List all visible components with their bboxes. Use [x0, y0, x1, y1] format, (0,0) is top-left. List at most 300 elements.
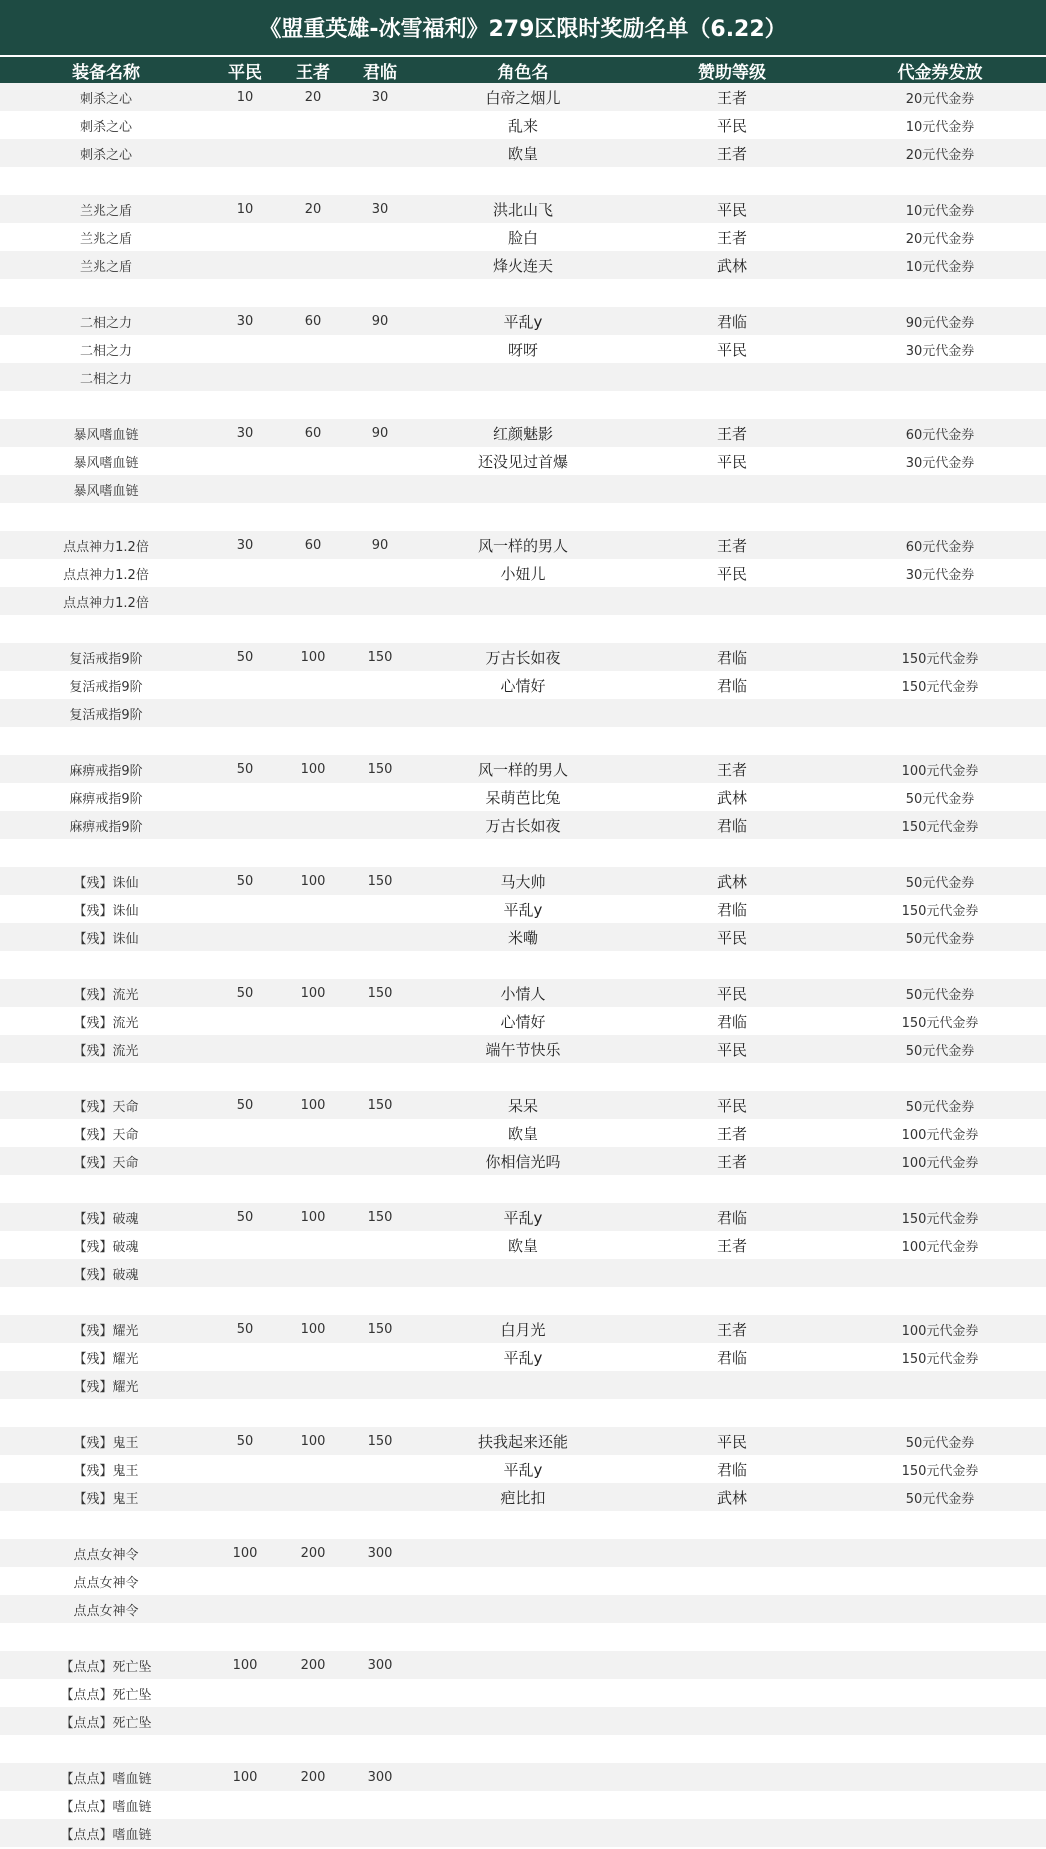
voucher-cell [830, 1763, 1046, 1791]
voucher-cell: 10元代金券 [905, 119, 975, 135]
character-name-cell: 风一样的男人 [477, 536, 568, 555]
equipment-cell [0, 615, 212, 643]
character-name-cell [412, 1679, 634, 1707]
sponsor-level-cell: 王者 [716, 1320, 747, 1339]
character-name-cell [412, 1539, 634, 1567]
king-price-cell [278, 139, 348, 167]
king-price-cell: 100 [300, 1209, 326, 1225]
table-row [0, 531, 1046, 559]
monarch-price-cell: 30 [371, 201, 389, 217]
table-row [0, 279, 1046, 307]
king-price-cell [278, 1623, 348, 1651]
voucher-cell [830, 1623, 1046, 1651]
table-row [0, 1455, 1046, 1483]
voucher-cell [830, 1595, 1046, 1623]
king-price-cell [278, 1231, 348, 1259]
monarch-price-cell [348, 1147, 412, 1175]
table-row [0, 1539, 1046, 1567]
table-row [0, 447, 1046, 475]
voucher-cell [830, 615, 1046, 643]
sponsor-level-cell [634, 1399, 830, 1427]
character-name-cell [412, 1735, 634, 1763]
king-price-cell [278, 1007, 348, 1035]
equipment-cell [0, 1175, 212, 1203]
equipment-cell: 二相之力 [79, 343, 132, 359]
sponsor-level-cell [634, 699, 830, 727]
civilian-price-cell [212, 167, 278, 195]
monarch-price-cell [348, 1567, 412, 1595]
monarch-price-cell: 300 [367, 1545, 393, 1561]
sponsor-level-cell: 平民 [716, 928, 747, 947]
voucher-cell: 10元代金券 [905, 259, 975, 275]
civilian-price-cell [212, 1063, 278, 1091]
monarch-price-cell [348, 1259, 412, 1287]
sponsor-level-cell: 王者 [716, 228, 747, 247]
monarch-price-cell: 150 [367, 761, 393, 777]
voucher-cell: 60元代金券 [905, 539, 975, 555]
king-price-cell: 60 [304, 425, 322, 441]
civilian-price-cell: 50 [236, 1097, 254, 1113]
table-row [0, 1707, 1046, 1735]
equipment-cell: 【残】天命 [73, 1127, 139, 1143]
table-row [0, 1679, 1046, 1707]
equipment-cell: 【残】耀光 [73, 1351, 139, 1367]
character-name-cell: 风一样的男人 [477, 760, 568, 779]
king-price-cell [278, 335, 348, 363]
equipment-cell: 刺杀之心 [79, 119, 132, 135]
king-price-cell [278, 1287, 348, 1315]
king-price-cell [278, 671, 348, 699]
civilian-price-cell [212, 111, 278, 139]
sponsor-level-cell [634, 391, 830, 419]
civilian-price-cell: 50 [236, 873, 254, 889]
civilian-price-cell [212, 1819, 278, 1847]
equipment-cell: 【点点】死亡坠 [60, 1659, 152, 1675]
sponsor-level-cell [634, 1567, 830, 1595]
monarch-price-cell [348, 1063, 412, 1091]
king-price-cell [278, 1343, 348, 1371]
monarch-price-cell [348, 923, 412, 951]
king-price-cell: 200 [300, 1769, 326, 1785]
character-name-cell: 白帝之烟儿 [485, 88, 561, 107]
character-name-cell: 心情好 [500, 676, 546, 695]
monarch-price-cell: 150 [367, 873, 393, 889]
king-price-cell [278, 391, 348, 419]
table-row [0, 1791, 1046, 1819]
monarch-price-cell [348, 1231, 412, 1259]
monarch-price-cell [348, 839, 412, 867]
equipment-cell: 麻痹戒指9阶 [69, 819, 143, 835]
king-price-cell [278, 951, 348, 979]
voucher-cell [830, 1735, 1046, 1763]
table-row [0, 1623, 1046, 1651]
monarch-price-cell [348, 1287, 412, 1315]
equipment-cell: 点点女神令 [73, 1575, 139, 1591]
king-price-cell: 100 [300, 1097, 326, 1113]
king-price-cell [278, 923, 348, 951]
sponsor-level-cell [634, 1063, 830, 1091]
civilian-price-cell [212, 335, 278, 363]
character-name-cell: 马大帅 [500, 872, 546, 891]
voucher-cell: 20元代金券 [905, 91, 975, 107]
monarch-price-cell [348, 1735, 412, 1763]
character-name-cell: 欧皇 [507, 144, 538, 163]
civilian-price-cell: 50 [236, 1209, 254, 1225]
monarch-price-cell [348, 727, 412, 755]
equipment-cell: 【残】鬼王 [73, 1435, 139, 1451]
equipment-cell: 二相之力 [79, 315, 132, 331]
character-name-cell [412, 1707, 634, 1735]
equipment-cell: 【残】鬼王 [73, 1463, 139, 1479]
sponsor-level-cell [634, 1623, 830, 1651]
character-name-cell: 你相信光吗 [485, 1152, 561, 1171]
sponsor-level-cell [634, 1707, 830, 1735]
sponsor-level-cell: 平民 [716, 1096, 747, 1115]
monarch-price-cell [348, 951, 412, 979]
character-name-cell: 洪北山飞 [492, 200, 553, 219]
monarch-price-cell: 150 [367, 649, 393, 665]
sponsor-level-cell: 平民 [716, 1040, 747, 1059]
civilian-price-cell [212, 671, 278, 699]
voucher-cell [830, 1791, 1046, 1819]
equipment-cell [0, 1511, 212, 1539]
character-name-cell [412, 1399, 634, 1427]
equipment-cell: 刺杀之心 [79, 147, 132, 163]
civilian-price-cell: 100 [232, 1545, 258, 1561]
header-character: 角色名 [497, 62, 549, 83]
table-row [0, 839, 1046, 867]
table-row [0, 1735, 1046, 1763]
sponsor-level-cell [634, 167, 830, 195]
table-row [0, 111, 1046, 139]
character-name-cell: 小妞儿 [500, 564, 546, 583]
civilian-price-cell [212, 559, 278, 587]
sponsor-level-cell [634, 1819, 830, 1847]
sponsor-level-cell: 武林 [716, 872, 747, 891]
voucher-cell [830, 475, 1046, 503]
table-row [0, 195, 1046, 223]
civilian-price-cell [212, 1035, 278, 1063]
table-header [0, 57, 1046, 83]
character-name-cell: 米嘞 [507, 928, 538, 947]
equipment-cell: 暴风嗜血链 [73, 427, 139, 443]
equipment-cell: 【残】流光 [73, 1015, 139, 1031]
table-row [0, 1595, 1046, 1623]
king-price-cell: 60 [304, 313, 322, 329]
monarch-price-cell [348, 1343, 412, 1371]
table-row [0, 419, 1046, 447]
character-name-cell: 端午节快乐 [485, 1040, 561, 1059]
king-price-cell [278, 811, 348, 839]
table-row [0, 1315, 1046, 1343]
voucher-cell: 100元代金券 [901, 1155, 979, 1171]
monarch-price-cell [348, 1483, 412, 1511]
monarch-price-cell: 90 [371, 313, 389, 329]
sponsor-level-cell [634, 951, 830, 979]
character-name-cell [412, 699, 634, 727]
sponsor-level-cell [634, 475, 830, 503]
voucher-cell: 150元代金券 [901, 1463, 979, 1479]
table-row [0, 1231, 1046, 1259]
header-voucher: 代金券发放 [897, 62, 983, 83]
equipment-cell: 麻痹戒指9阶 [69, 791, 143, 807]
civilian-price-cell [212, 923, 278, 951]
monarch-price-cell [348, 1175, 412, 1203]
table-row [0, 867, 1046, 895]
king-price-cell [278, 1119, 348, 1147]
monarch-price-cell [348, 251, 412, 279]
character-name-cell [412, 615, 634, 643]
king-price-cell [278, 699, 348, 727]
equipment-cell: 兰兆之盾 [79, 203, 132, 219]
character-name-cell [412, 1511, 634, 1539]
header-civilian: 平民 [228, 62, 262, 83]
king-price-cell [278, 1483, 348, 1511]
monarch-price-cell [348, 587, 412, 615]
sponsor-level-cell [634, 1763, 830, 1791]
civilian-price-cell: 50 [236, 1321, 254, 1337]
civilian-price-cell [212, 1511, 278, 1539]
king-price-cell [278, 1175, 348, 1203]
character-name-cell [412, 167, 634, 195]
voucher-cell: 30元代金券 [905, 343, 975, 359]
character-name-cell: 平乱y [503, 1460, 543, 1479]
table-row [0, 167, 1046, 195]
voucher-cell [830, 1399, 1046, 1427]
monarch-price-cell [348, 1623, 412, 1651]
king-price-cell [278, 503, 348, 531]
civilian-price-cell [212, 1007, 278, 1035]
sponsor-level-cell: 君临 [716, 1348, 747, 1367]
character-name-cell: 白月光 [500, 1320, 546, 1339]
monarch-price-cell [348, 335, 412, 363]
header-king: 王者 [296, 62, 330, 83]
equipment-cell: 【残】耀光 [73, 1323, 139, 1339]
sponsor-level-cell [634, 1511, 830, 1539]
voucher-cell: 50元代金券 [905, 875, 975, 891]
king-price-cell [278, 223, 348, 251]
king-price-cell: 20 [304, 89, 322, 105]
equipment-cell: 点点神力1.2倍 [63, 595, 149, 611]
equipment-cell: 【残】流光 [73, 1043, 139, 1059]
sponsor-level-cell [634, 1595, 830, 1623]
civilian-price-cell [212, 223, 278, 251]
voucher-cell: 150元代金券 [901, 651, 979, 667]
table-row [0, 895, 1046, 923]
table-row [0, 755, 1046, 783]
voucher-cell: 20元代金券 [905, 231, 975, 247]
king-price-cell: 200 [300, 1657, 326, 1673]
character-name-cell [412, 1063, 634, 1091]
character-name-cell: 平乱y [503, 1208, 543, 1227]
civilian-price-cell [212, 1371, 278, 1399]
voucher-cell: 60元代金券 [905, 427, 975, 443]
character-name-cell [412, 503, 634, 531]
sponsor-level-cell: 君临 [716, 816, 747, 835]
equipment-cell: 复活戒指9阶 [69, 707, 143, 723]
character-name-cell: 平乱y [503, 1348, 543, 1367]
equipment-cell: 【残】耀光 [73, 1379, 139, 1395]
sponsor-level-cell: 王者 [716, 1124, 747, 1143]
character-name-cell: 红颜魅影 [492, 424, 553, 443]
civilian-price-cell: 50 [236, 761, 254, 777]
equipment-cell [0, 391, 212, 419]
character-name-cell [412, 1595, 634, 1623]
voucher-cell: 100元代金券 [901, 1323, 979, 1339]
table-row [0, 139, 1046, 167]
monarch-price-cell: 300 [367, 1657, 393, 1673]
voucher-cell [830, 1175, 1046, 1203]
civilian-price-cell [212, 1567, 278, 1595]
equipment-cell: 兰兆之盾 [79, 259, 132, 275]
table-row [0, 1287, 1046, 1315]
civilian-price-cell [212, 503, 278, 531]
character-name-cell [412, 1651, 634, 1679]
civilian-price-cell [212, 391, 278, 419]
civilian-price-cell [212, 783, 278, 811]
voucher-cell: 50元代金券 [905, 1491, 975, 1507]
table-row [0, 1063, 1046, 1091]
civilian-price-cell: 10 [236, 201, 254, 217]
sponsor-level-cell [634, 727, 830, 755]
sponsor-level-cell: 平民 [716, 452, 747, 471]
character-name-cell [412, 1175, 634, 1203]
equipment-cell: 【残】破魂 [73, 1211, 139, 1227]
sponsor-level-cell [634, 587, 830, 615]
sponsor-level-cell: 武林 [716, 1488, 747, 1507]
monarch-price-cell [348, 1511, 412, 1539]
voucher-cell [830, 1259, 1046, 1287]
character-name-cell [412, 1623, 634, 1651]
king-price-cell [278, 251, 348, 279]
monarch-price-cell [348, 447, 412, 475]
table-row [0, 671, 1046, 699]
sponsor-level-cell: 王者 [716, 144, 747, 163]
sponsor-level-cell [634, 839, 830, 867]
monarch-price-cell [348, 503, 412, 531]
civilian-price-cell: 100 [232, 1657, 258, 1673]
monarch-price-cell [348, 279, 412, 307]
monarch-price-cell [348, 167, 412, 195]
civilian-price-cell [212, 1259, 278, 1287]
voucher-cell: 150元代金券 [901, 819, 979, 835]
table-row [0, 1399, 1046, 1427]
voucher-cell [830, 279, 1046, 307]
sponsor-level-cell: 平民 [716, 116, 747, 135]
sponsor-level-cell [634, 615, 830, 643]
king-price-cell [278, 727, 348, 755]
king-price-cell: 100 [300, 761, 326, 777]
table-row [0, 643, 1046, 671]
table-row [0, 727, 1046, 755]
monarch-price-cell [348, 615, 412, 643]
civilian-price-cell [212, 1679, 278, 1707]
monarch-price-cell: 30 [371, 89, 389, 105]
king-price-cell [278, 1371, 348, 1399]
king-price-cell [278, 1819, 348, 1847]
king-price-cell [278, 1063, 348, 1091]
table-row [0, 1147, 1046, 1175]
king-price-cell [278, 1147, 348, 1175]
civilian-price-cell [212, 1623, 278, 1651]
monarch-price-cell [348, 363, 412, 391]
civilian-price-cell [212, 363, 278, 391]
sponsor-level-cell: 君临 [716, 312, 747, 331]
table-row [0, 391, 1046, 419]
king-price-cell [278, 1567, 348, 1595]
character-name-cell: 万古长如夜 [485, 648, 561, 667]
equipment-cell: 点点女神令 [73, 1603, 139, 1619]
equipment-cell: 点点女神令 [73, 1547, 139, 1563]
character-name-cell [412, 1567, 634, 1595]
monarch-price-cell [348, 559, 412, 587]
equipment-cell: 复活戒指9阶 [69, 679, 143, 695]
sponsor-level-cell: 君临 [716, 1208, 747, 1227]
monarch-price-cell [348, 223, 412, 251]
table-row [0, 1175, 1046, 1203]
equipment-cell: 【残】诛仙 [73, 875, 139, 891]
civilian-price-cell [212, 839, 278, 867]
table-row [0, 1203, 1046, 1231]
sponsor-level-cell: 王者 [716, 424, 747, 443]
equipment-cell [0, 1063, 212, 1091]
voucher-cell: 30元代金券 [905, 567, 975, 583]
table-row [0, 1427, 1046, 1455]
equipment-cell: 暴风嗜血链 [73, 455, 139, 471]
king-price-cell: 100 [300, 873, 326, 889]
equipment-cell: 【残】诛仙 [73, 903, 139, 919]
sponsor-level-cell [634, 1791, 830, 1819]
monarch-price-cell [348, 671, 412, 699]
table-row [0, 699, 1046, 727]
equipment-cell: 【残】天命 [73, 1155, 139, 1171]
monarch-price-cell [348, 699, 412, 727]
character-name-cell: 欧皇 [507, 1236, 538, 1255]
king-price-cell: 100 [300, 649, 326, 665]
voucher-cell: 50元代金券 [905, 1099, 975, 1115]
equipment-cell [0, 839, 212, 867]
table-row [0, 363, 1046, 391]
civilian-price-cell [212, 1399, 278, 1427]
equipment-cell: 【残】流光 [73, 987, 139, 1003]
king-price-cell [278, 615, 348, 643]
civilian-price-cell: 50 [236, 1433, 254, 1449]
civilian-price-cell [212, 951, 278, 979]
civilian-price-cell [212, 1483, 278, 1511]
table-row [0, 615, 1046, 643]
table-row [0, 1511, 1046, 1539]
king-price-cell [278, 1399, 348, 1427]
sponsor-level-cell [634, 1735, 830, 1763]
civilian-price-cell [212, 251, 278, 279]
equipment-cell: 二相之力 [79, 371, 132, 387]
table-row [0, 251, 1046, 279]
voucher-cell: 100元代金券 [901, 1127, 979, 1143]
voucher-cell [830, 1539, 1046, 1567]
civilian-price-cell [212, 1735, 278, 1763]
king-price-cell [278, 587, 348, 615]
character-name-cell: 小情人 [500, 984, 546, 1003]
equipment-cell: 【残】诛仙 [73, 931, 139, 947]
table-row [0, 503, 1046, 531]
table-row [0, 811, 1046, 839]
header-monarch: 君临 [363, 62, 397, 83]
table-row [0, 83, 1046, 111]
civilian-price-cell: 50 [236, 649, 254, 665]
civilian-price-cell [212, 1707, 278, 1735]
equipment-cell [0, 1287, 212, 1315]
voucher-cell [830, 699, 1046, 727]
